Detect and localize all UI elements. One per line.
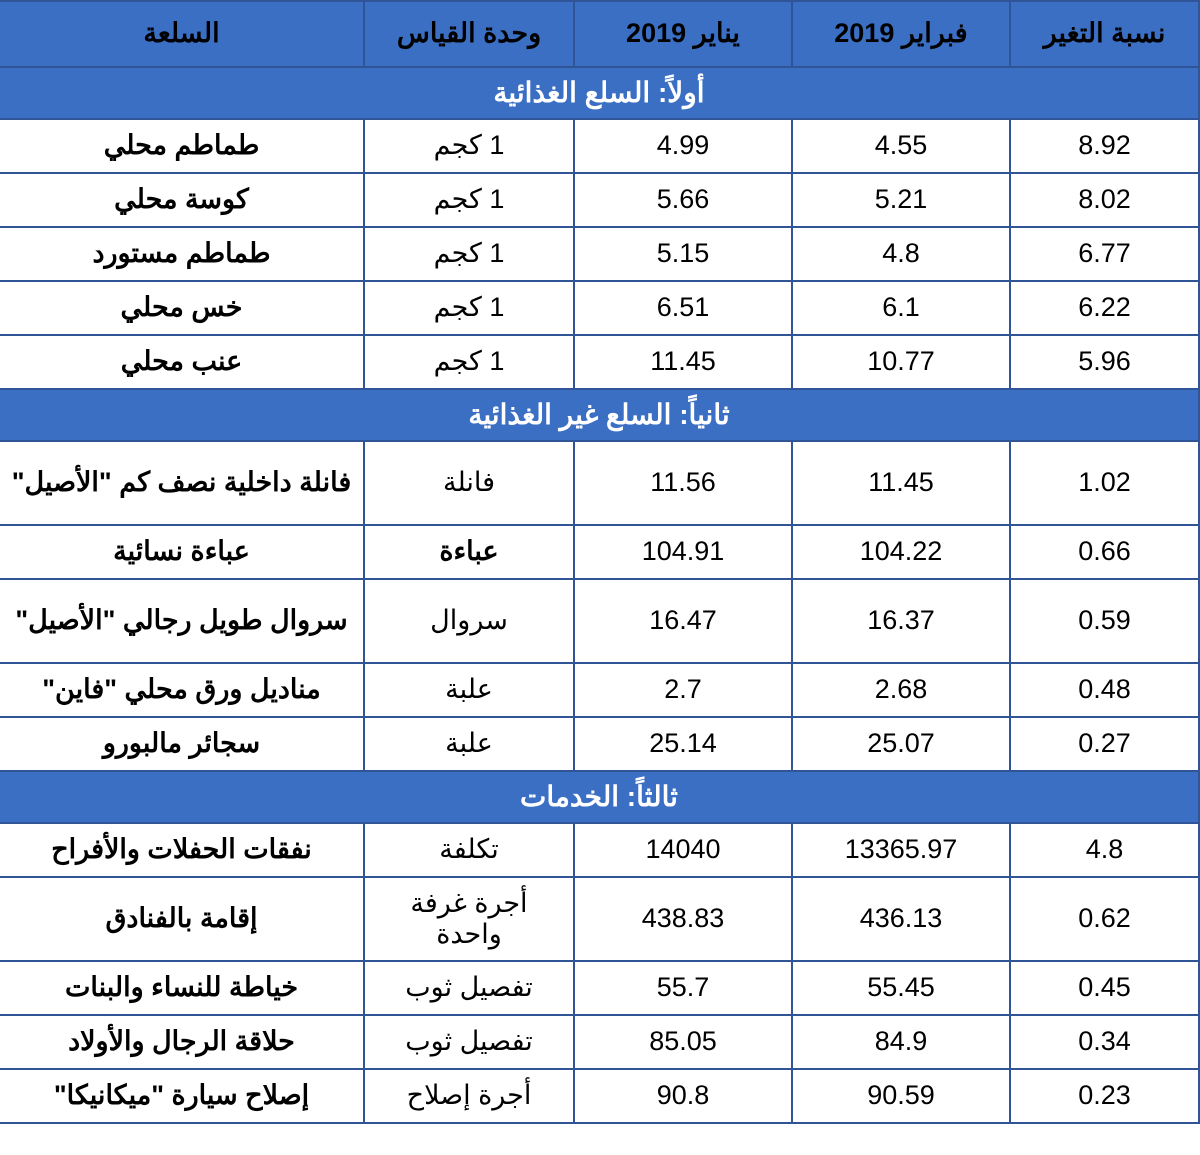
cell-change: 0.27	[1010, 717, 1199, 771]
table-row	[0, 823, 1199, 877]
cell-february: 2.68	[792, 663, 1010, 717]
cell-change: 6.77	[1010, 227, 1199, 281]
cell-february: 25.07	[792, 717, 1010, 771]
cell-february: 4.55	[792, 119, 1010, 173]
section-title-food: أولاً: السلع الغذائية	[0, 67, 1199, 119]
cell-unit: أجرة إصلاح	[364, 1069, 574, 1123]
table-row	[0, 663, 1199, 717]
cell-change: 0.59	[1010, 579, 1199, 663]
cell-item: سروال طويل رجالي "الأصيل"	[0, 579, 364, 663]
cell-february: 436.13	[792, 877, 1010, 961]
cell-february: 10.77	[792, 335, 1010, 389]
column-header-february: فبراير 2019	[792, 1, 1010, 67]
cell-item: كوسة محلي	[0, 173, 364, 227]
cell-january: 11.56	[574, 441, 792, 525]
table-row	[0, 1069, 1199, 1123]
cell-unit: عباءة	[364, 525, 574, 579]
cell-item: نفقات الحفلات والأفراح	[0, 823, 364, 877]
cell-change: 0.66	[1010, 525, 1199, 579]
cell-february: 84.9	[792, 1015, 1010, 1069]
table-row	[0, 961, 1199, 1015]
cell-item: إقامة بالفنادق	[0, 877, 364, 961]
cell-january: 55.7	[574, 961, 792, 1015]
table-row	[0, 441, 1199, 525]
cell-unit: 1 كجم	[364, 227, 574, 281]
section-header-row	[0, 67, 1199, 119]
cell-february: 4.8	[792, 227, 1010, 281]
cell-item: خياطة للنساء والبنات	[0, 961, 364, 1015]
cell-february: 55.45	[792, 961, 1010, 1015]
header-row	[0, 1, 1199, 67]
cell-item: مناديل ورق محلي "فاين"	[0, 663, 364, 717]
cell-change: 8.02	[1010, 173, 1199, 227]
table-row	[0, 717, 1199, 771]
column-header-change: نسبة التغير	[1010, 1, 1199, 67]
cell-item: عباءة نسائية	[0, 525, 364, 579]
cell-item: سجائر مالبورو	[0, 717, 364, 771]
cell-january: 438.83	[574, 877, 792, 961]
cell-february: 11.45	[792, 441, 1010, 525]
cell-unit: تفصيل ثوب	[364, 1015, 574, 1069]
cell-february: 16.37	[792, 579, 1010, 663]
section-header-row	[0, 389, 1199, 441]
table-body	[0, 67, 1199, 1123]
cell-change: 1.02	[1010, 441, 1199, 525]
cell-change: 4.8	[1010, 823, 1199, 877]
cell-february: 5.21	[792, 173, 1010, 227]
table-row	[0, 227, 1199, 281]
cell-unit: تفصيل ثوب	[364, 961, 574, 1015]
cell-change: 0.45	[1010, 961, 1199, 1015]
cell-february: 104.22	[792, 525, 1010, 579]
table-row	[0, 877, 1199, 961]
cell-item: طماطم مستورد	[0, 227, 364, 281]
cell-january: 5.66	[574, 173, 792, 227]
cell-january: 85.05	[574, 1015, 792, 1069]
cell-february: 90.59	[792, 1069, 1010, 1123]
cell-january: 4.99	[574, 119, 792, 173]
cell-unit: تكلفة	[364, 823, 574, 877]
cell-change: 0.48	[1010, 663, 1199, 717]
cell-change: 0.62	[1010, 877, 1199, 961]
cell-january: 6.51	[574, 281, 792, 335]
cell-change: 6.22	[1010, 281, 1199, 335]
table-row	[0, 525, 1199, 579]
table-row	[0, 335, 1199, 389]
cell-january: 25.14	[574, 717, 792, 771]
cell-unit: 1 كجم	[364, 119, 574, 173]
cell-change: 8.92	[1010, 119, 1199, 173]
cell-item: خس محلي	[0, 281, 364, 335]
cell-february: 6.1	[792, 281, 1010, 335]
cell-january: 11.45	[574, 335, 792, 389]
cell-unit: 1 كجم	[364, 335, 574, 389]
cell-item: طماطم محلي	[0, 119, 364, 173]
column-header-january: يناير 2019	[574, 1, 792, 67]
table-row	[0, 173, 1199, 227]
column-header-item: السلعة	[0, 1, 364, 67]
cell-january: 90.8	[574, 1069, 792, 1123]
cell-item: فانلة داخلية نصف كم "الأصيل"	[0, 441, 364, 525]
cell-unit: علبة	[364, 663, 574, 717]
cell-unit: سروال	[364, 579, 574, 663]
table-row	[0, 579, 1199, 663]
cell-january: 2.7	[574, 663, 792, 717]
cell-item: حلاقة الرجال والأولاد	[0, 1015, 364, 1069]
section-title-nonfood: ثانياً: السلع غير الغذائية	[0, 389, 1199, 441]
cell-change: 0.23	[1010, 1069, 1199, 1123]
cell-unit: أجرة غرفة واحدة	[364, 877, 574, 961]
cell-change: 5.96	[1010, 335, 1199, 389]
section-header-row	[0, 771, 1199, 823]
cell-item: إصلاح سيارة "ميكانيكا"	[0, 1069, 364, 1123]
section-title-services: ثالثاً: الخدمات	[0, 771, 1199, 823]
cell-january: 16.47	[574, 579, 792, 663]
cell-unit: علبة	[364, 717, 574, 771]
cell-unit: 1 كجم	[364, 173, 574, 227]
cell-change: 0.34	[1010, 1015, 1199, 1069]
cell-february: 13365.97	[792, 823, 1010, 877]
cell-item: عنب محلي	[0, 335, 364, 389]
cell-january: 104.91	[574, 525, 792, 579]
cell-unit: 1 كجم	[364, 281, 574, 335]
column-header-unit: وحدة القياس	[364, 1, 574, 67]
cell-unit: فانلة	[364, 441, 574, 525]
table-row	[0, 119, 1199, 173]
cell-january: 14040	[574, 823, 792, 877]
table-row	[0, 281, 1199, 335]
cell-january: 5.15	[574, 227, 792, 281]
table-row	[0, 1015, 1199, 1069]
table-header	[0, 1, 1199, 67]
